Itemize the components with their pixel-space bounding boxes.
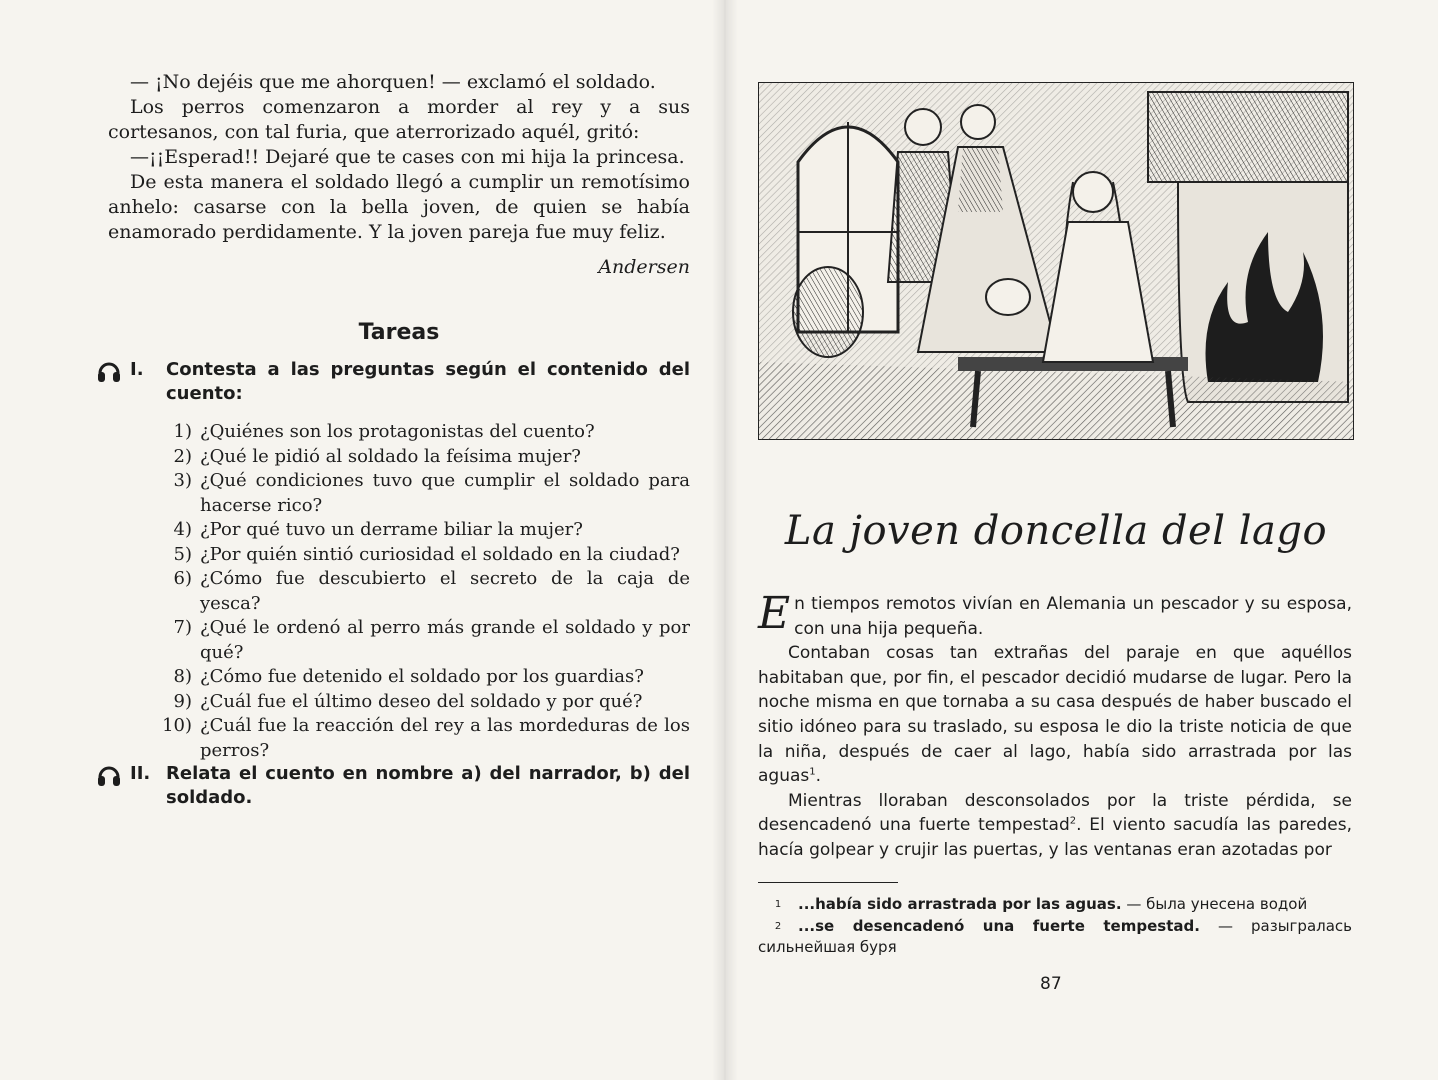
question-text: ¿Cómo fue detenido el soldado por los guardias? [200, 666, 644, 687]
question-item [148, 543, 690, 568]
question-text: ¿Cuál fue el último deseo del soldado y por qué? [200, 690, 643, 712]
footnote-ref[interactable]: 1 [809, 766, 816, 778]
question-item [148, 420, 690, 445]
paragraph-text: Contaban cosas tan extrañas del paraje en que aquéllos habitaban que, por fin, el pescador decidió mudarse de lugar. Pero la noche misma en que tornaba a su casa después de haber buscado el sitio idóneo para su traslado, su esposa le dio la triste noticia de que la niña, después de caer al lago, había sido arrastrada por las aguas [758, 643, 1352, 787]
question-number: 7) [173, 617, 192, 638]
headphones-icon [96, 762, 122, 788]
question-number: 10) [162, 715, 192, 736]
story-paragraph [758, 588, 1352, 641]
question-item [148, 567, 690, 616]
story-illustration [758, 82, 1354, 440]
paragraph-text: Mientras lloraban desconsolados por la triste pérdida, se desencadenó una fuerte tempestad [758, 790, 1352, 836]
question-number: 9) [173, 690, 192, 712]
task-text: Relata el cuento en nombre a) del narrador, b) del soldado. [166, 763, 690, 808]
headphones-icon [96, 358, 122, 384]
task-number: I. [130, 359, 144, 380]
question-text: ¿Cuál fue la reacción del rey a las mordeduras de los perros? [200, 715, 690, 761]
question-number: 6) [173, 568, 192, 589]
question-item [148, 714, 690, 763]
story-paragraph [758, 641, 1352, 789]
question-item [148, 518, 690, 543]
footnote-phrase: ...había sido arrastrada por las aguas. [798, 895, 1122, 913]
paragraph-text: n tiempos remotos vivían en Alemania un pescador y su esposa, con una hija pequeña. [794, 594, 1352, 639]
question-text: ¿Qué le pidió al soldado la feísima mujer? [200, 445, 581, 467]
story-paragraph: —¡¡Esperad!! Dejaré que te cases con mi hija la princesa. [130, 146, 685, 168]
story-title: La joven doncella del lago [784, 508, 1328, 554]
question-number: 5) [173, 543, 192, 565]
question-text: ¿Cómo fue descubierto el secreto de la caja de yesca? [200, 568, 690, 614]
paragraph-text: . [815, 766, 822, 787]
question-text: ¿Qué condiciones tuvo que cumplir el soldado para hacerse rico? [200, 470, 690, 516]
question-item [148, 665, 690, 690]
question-item [148, 445, 690, 470]
book-gutter [712, 0, 738, 1080]
footnote-translation: — разыгралась сильнейшая буря [758, 917, 1352, 956]
footnote-translation: — была унесена водой [1121, 895, 1308, 913]
story-body [758, 588, 1352, 863]
story-paragraph: — ¡No dejéis que me ahorquen! — exclamó el soldado. [130, 71, 656, 93]
question-text: ¿Por quién sintió curiosidad el soldado en la ciudad? [200, 543, 680, 565]
question-item [148, 690, 690, 715]
drop-cap: E [758, 588, 791, 639]
question-list [148, 420, 690, 763]
question-item [148, 469, 690, 518]
author-name: Andersen [598, 256, 690, 278]
question-item [148, 616, 690, 665]
question-number: 2) [173, 445, 192, 467]
question-text: ¿Por qué tuvo un derrame biliar la mujer? [200, 519, 583, 540]
story-ending [108, 70, 690, 245]
footnote-ref[interactable]: 2 [1069, 815, 1077, 827]
footnote-mark: 2 [774, 921, 782, 932]
story-paragraph: De esta manera el soldado llegó a cumplir un remotísimo anhelo: casarse con la bella joven, de quien se había enamorado perdidamente. Y la joven pareja fue muy feliz. [108, 171, 690, 243]
story-paragraph [758, 789, 1352, 863]
story-paragraph: Los perros comenzaron a morder al rey y a sus cortesanos, con tal furia, que aterrorizado aquél, gritó: [108, 96, 690, 143]
task-number: II. [130, 763, 151, 784]
task-text: Contesta a las preguntas según el contenido del cuento: [166, 359, 690, 404]
question-number: 3) [173, 470, 192, 491]
footnote [758, 894, 1352, 915]
footnote-divider [758, 882, 898, 883]
footnote-phrase: ...se desencadenó una fuerte tempestad. [798, 917, 1200, 935]
footnote-mark: 1 [774, 899, 782, 910]
question-number: 1) [173, 421, 192, 442]
footnote [758, 916, 1352, 958]
question-text: ¿Qué le ordenó al perro más grande el soldado y por qué? [200, 617, 690, 663]
paragraph-text: . El viento sacudía las paredes, hacía golpear y crujir las puertas, y las ventanas eran azotadas por [758, 815, 1352, 860]
page-number: 87 [1040, 974, 1062, 994]
question-number: 8) [173, 666, 192, 687]
question-text: ¿Quiénes son los protagonistas del cuento? [200, 421, 595, 442]
tasks-heading: Tareas [358, 320, 440, 345]
question-number: 4) [173, 519, 192, 540]
